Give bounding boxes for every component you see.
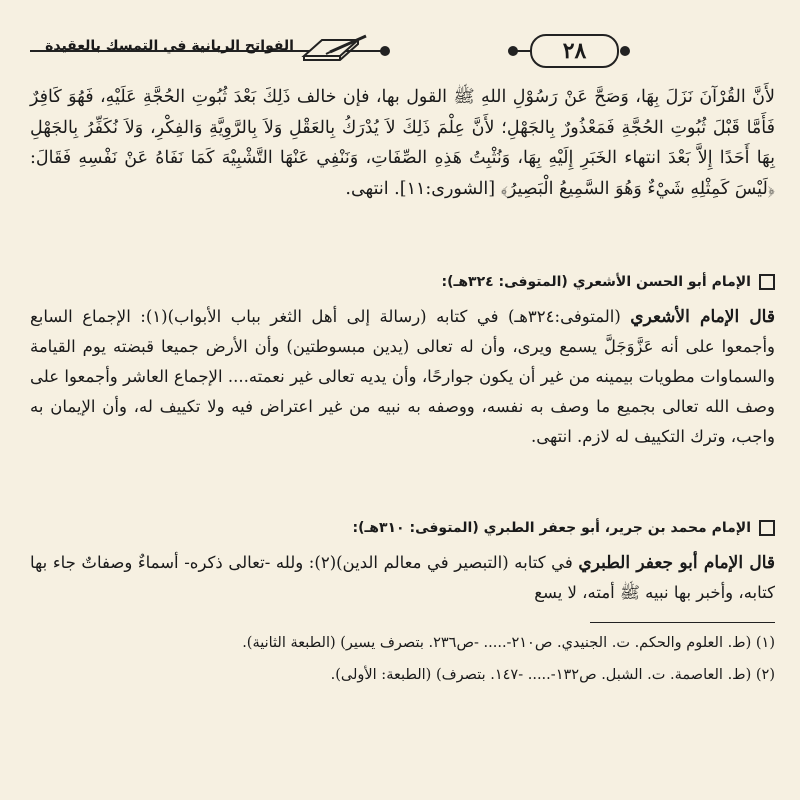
section-heading-tabari [30, 520, 775, 536]
book-pen-icon [300, 34, 372, 64]
paragraph-lead: قال الإمام الأشعري [630, 307, 775, 327]
footnote-1: (١) (ط. العلوم والحكم. ت. الجنيدي. ص٢١٠-..... -ص٢٣٦. بتصرف يسير) (الطبعة الثانية). [242, 635, 775, 651]
page-number: ٢٨ [530, 34, 619, 68]
paragraph-body: في كتابه (التبصير في معالم الدين)(٢): ولله -تعالى ذكره- أسماءٌ وصفاتٌ جاء بها كتابه، وأخبر بها نبيه ﷺ أمته، لا يسع [30, 553, 775, 602]
square-bullet-icon [759, 520, 775, 536]
section-heading-ashari [30, 274, 775, 290]
page-header [30, 28, 775, 78]
footnote-divider [590, 622, 775, 623]
section-heading-text: الإمام أبو الحسن الأشعري (المتوفى: ٣٢٤هـ): [441, 274, 751, 290]
header-dot [380, 46, 390, 56]
running-title: الفواتح الربانية في التمسك بالعقيدة [45, 38, 294, 54]
footnotes [30, 630, 775, 694]
quote-paragraph: لأَنَّ القُرْآنَ نَزَلَ بِهَا، وَصَحَّ عَنْ رَسُوْلِ اللهِ ﷺ القول بها، فإن خالف ذَلِكَ بَعْدَ ثُبُوتِ الحُجَّةِ عَلَيْهِ، فَهُوَ كَافِرٌ فَأَمَّا قَبْلَ ثُبُوتِ الحُجَّةِ فَمَعْذُورٌ بِالجَهْلِ؛ لأَنَّ عِلْمَ ذَلِكَ لاَ يُدْرَكُ بِالعَقْلِ وَلاَ بِالرَّوِيَّةِ وَالفِكْرِ، وَلاَ نُكَفِّرُ بِالجَهْلِ بِهَا أَحَدًا إِلاَّ بَعْدَ انتهاء الخَبَرِ إِلَيْهِ بِهَا، وَنُثْبِتُ هَذِهِ الصِّفَاتِ، وَنَنْفِي عَنْهَا التَّشْبِيْهَ كَمَا نَفَاهُ عَنْ نَفْسِهِ فَقَالَ: ﴿لَيْسَ كَمِثْلِهِ شَيْءٌ وَهُوَ السَّمِيعُ الْبَصِيرُ﴾ [الشورى:١١]. انتهى. [30, 87, 775, 199]
square-bullet-icon [759, 274, 775, 290]
paragraph-tabari [30, 548, 775, 608]
header-dot [620, 46, 630, 56]
paragraph-lead: قال الإمام أبو جعفر الطبري [578, 553, 775, 573]
paragraph-ashari [30, 302, 775, 452]
section-heading-text: الإمام محمد بن جرير، أبو جعفر الطبري (المتوفى: ٣١٠هـ): [352, 520, 751, 536]
paragraph-body: (المتوفى:٣٢٤هـ) في كتابه (رسالة إلى أهل الثغر بباب الأبواب)(١): الإجماع السابع وأجمعوا على أنه عَزَّوَجَلَّ يسمع ويرى، وأن له تعالى (يدين مبسوطتين) وأن الأرض جميعا قبضته يوم القيامة والسماوات مطويات بيمينه من غير أن يكون جوارحًا، وأن يديه تعالى غير نعمته.... الإجماع العاشر وأجمعوا على وصف الله تعالى بجميع ما وصف به نفسه، ووصفه به نبيه من غير اعتراض فيه ولا تكييف له، وأن الإيمان به واجب، وترك التكييف له لازم. انتهى. [30, 307, 775, 446]
footnote-2: (٢) (ط. العاصمة. ت. الشبل. ص١٣٢-..... -١٤٧. بتصرف) (الطبعة: الأولى). [330, 667, 775, 683]
